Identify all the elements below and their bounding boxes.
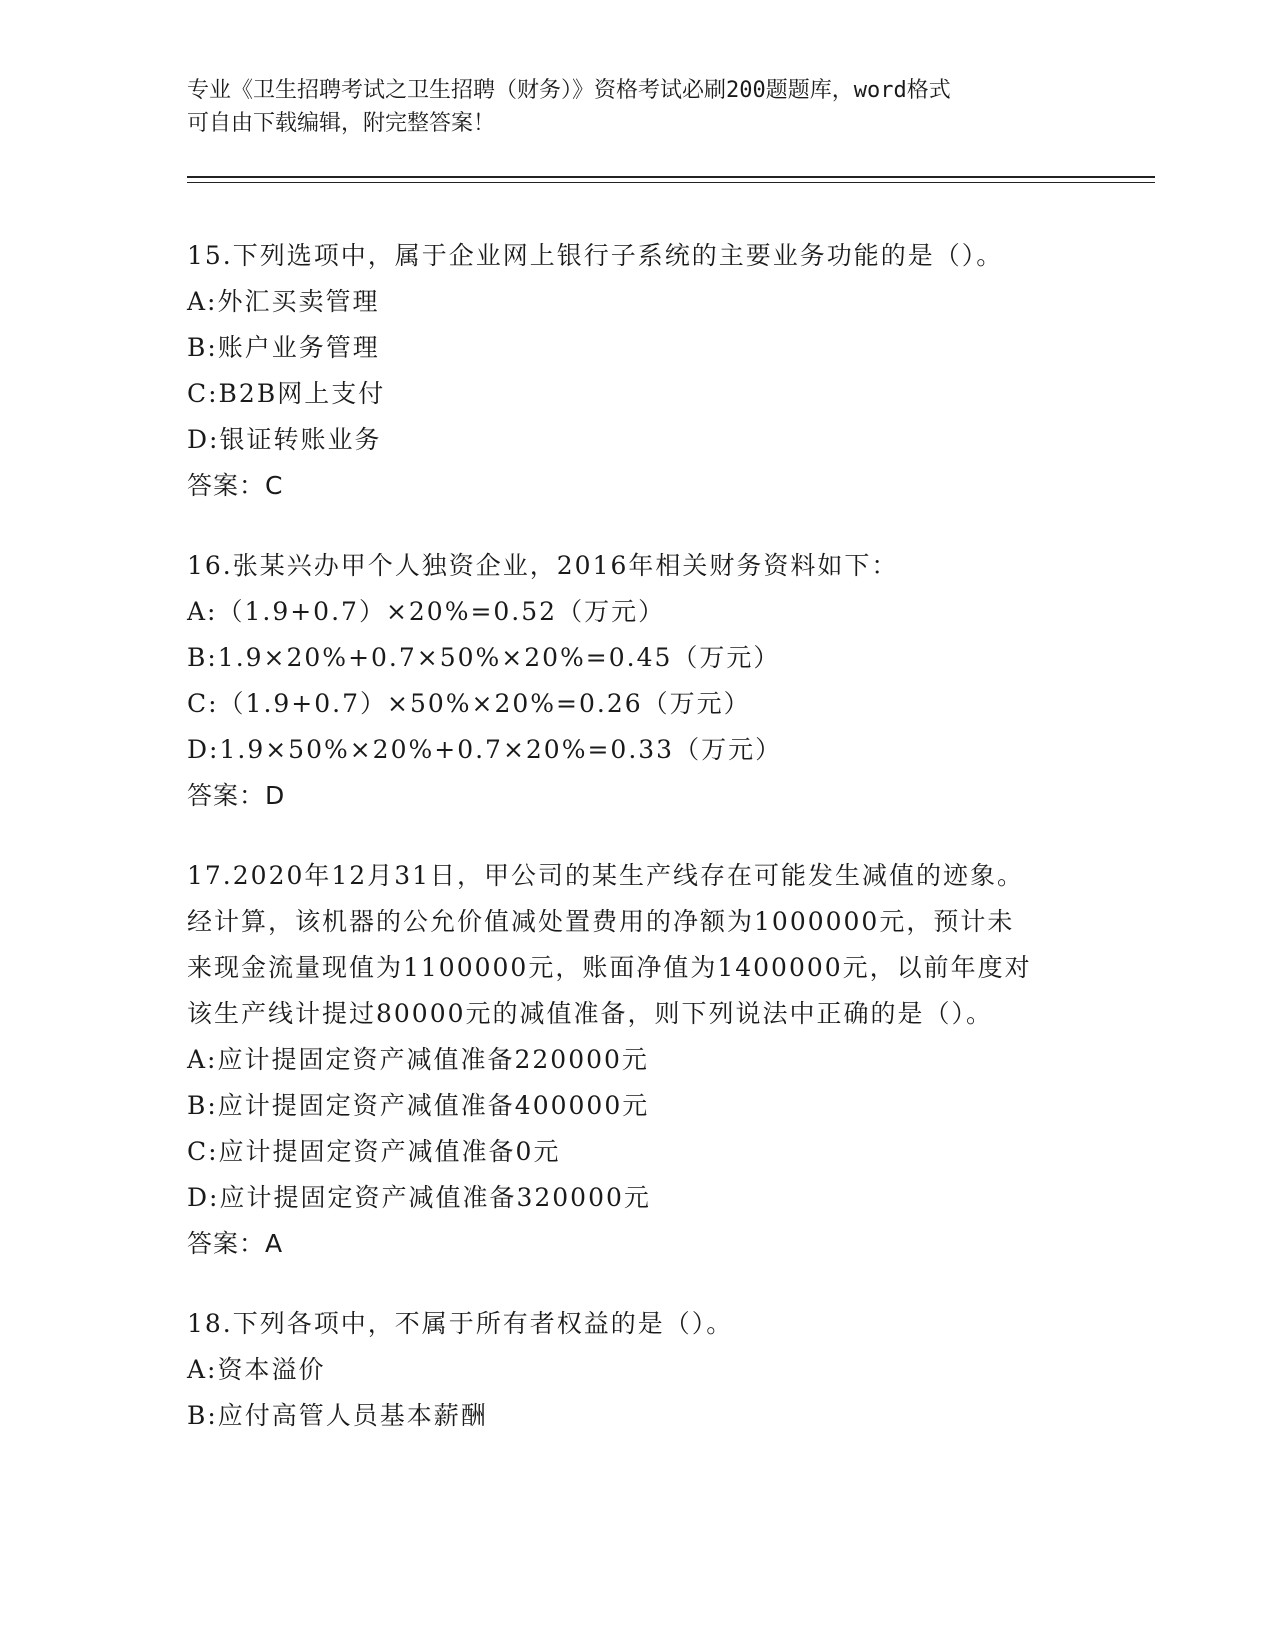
- option-d: D:银证转账业务: [187, 425, 382, 454]
- option-d: D:应计提固定资产减值准备320000元: [187, 1183, 651, 1212]
- question-stem-line-2: 经计算，该机器的公允价值减处置费用的净额为1000000元，预计未: [187, 907, 1015, 936]
- document-header: [187, 74, 1067, 140]
- answer-label: 答案：C: [187, 471, 284, 500]
- option-a: A:（1.9+0.7）×20%=0.52（万元）: [187, 597, 666, 626]
- answer-label: 答案：A: [187, 1229, 284, 1258]
- question-stem: 15.下列选项中，属于企业网上银行子系统的主要业务功能的是（）。: [187, 241, 1004, 270]
- question-stem: 18.下列各项中，不属于所有者权益的是（）。: [187, 1309, 734, 1338]
- question-15: [187, 233, 1117, 509]
- option-c: C:应计提固定资产减值准备0元: [187, 1137, 561, 1166]
- question-stem: 16.张某兴办甲个人独资企业，2016年相关财务资料如下：: [187, 551, 899, 580]
- header-divider-thin: [187, 182, 1155, 183]
- option-b: B:账户业务管理: [187, 333, 380, 362]
- option-a: A:应计提固定资产减值准备220000元: [187, 1045, 649, 1074]
- answer-label: 答案：D: [187, 781, 286, 810]
- question-stem-line-1: 17.2020年12月31日，甲公司的某生产线存在可能发生减值的迹象。: [187, 861, 1025, 890]
- option-d: D:1.9×50%×20%+0.7×20%=0.33（万元）: [187, 735, 783, 764]
- question-stem-line-4: 该生产线计提过80000元的减值准备，则下列说法中正确的是（）。: [187, 999, 994, 1028]
- question-17: [187, 853, 1117, 1267]
- option-b: B:应计提固定资产减值准备400000元: [187, 1091, 650, 1120]
- header-divider-thick: [187, 176, 1155, 178]
- option-c: C:B2B网上支付: [187, 379, 386, 408]
- option-a: A:资本溢价: [187, 1355, 326, 1384]
- option-b: B:应付高管人员基本薪酬: [187, 1401, 488, 1430]
- header-line-1: 专业《卫生招聘考试之卫生招聘（财务）》资格考试必刷200题题库，word格式: [187, 78, 951, 103]
- option-c: C:（1.9+0.7）×50%×20%=0.26（万元）: [187, 689, 751, 718]
- question-stem-line-3: 来现金流量现值为1100000元，账面净值为1400000元，以前年度对: [187, 953, 1032, 982]
- option-b: B:1.9×20%+0.7×50%×20%=0.45（万元）: [187, 643, 781, 672]
- question-list: [187, 233, 1117, 1473]
- question-16: [187, 543, 1117, 819]
- question-18: [187, 1301, 1117, 1439]
- header-line-2: 可自由下载编辑，附完整答案！: [187, 111, 496, 136]
- option-a: A:外汇买卖管理: [187, 287, 380, 316]
